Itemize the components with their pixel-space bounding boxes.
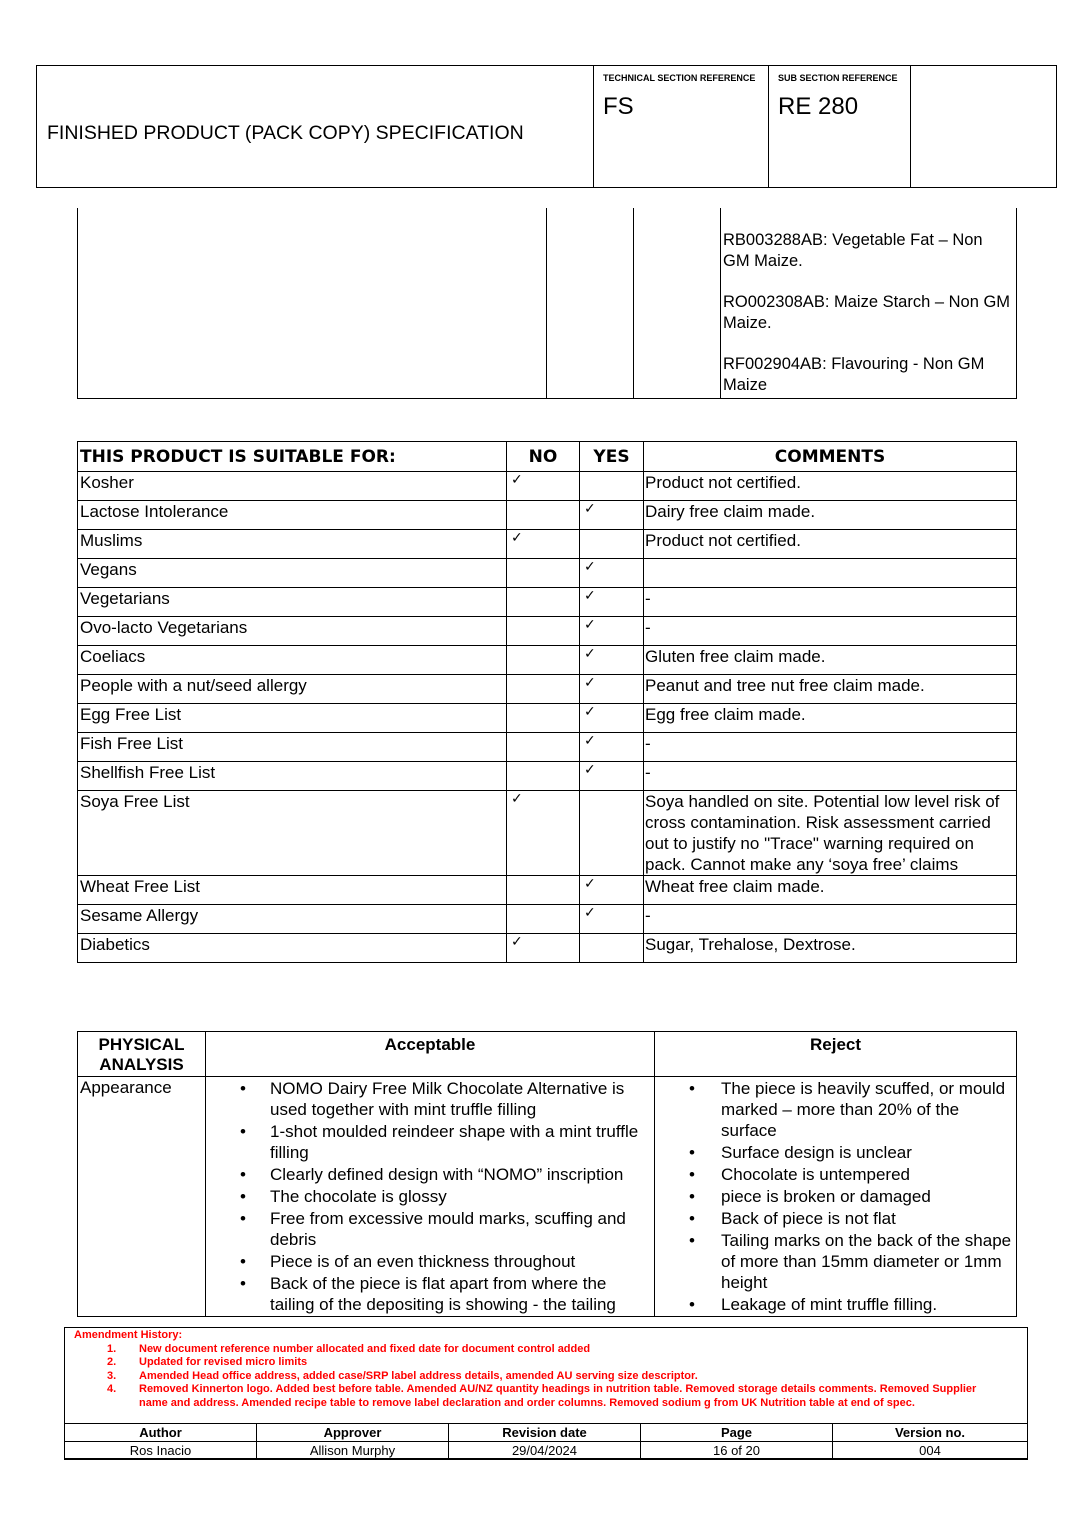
yes-cell <box>580 646 644 675</box>
suitability-label: Fish Free List <box>78 733 507 762</box>
document-title: FINISHED PRODUCT (PACK COPY) SPECIFICATION <box>37 66 594 188</box>
approver-header: Approver <box>257 1424 449 1442</box>
checkmark-icon: ✓ <box>511 933 523 949</box>
acceptable-criterion: • Clearly defined design with “NOMO” inscription <box>206 1164 654 1185</box>
reject-criteria <box>655 1077 1017 1317</box>
yes-cell <box>580 588 644 617</box>
suitability-row <box>78 559 1017 588</box>
amendment-text: Removed Kinnerton logo. Added best before table. Amended AU/NZ quantity headings in nutrition table. Removed storage details comments. Removed Supplier name and address. Amended recipe table to remove label declaration and order columns. Removed sodium g from UK Nutrition table at end of spec. <box>139 1383 977 1409</box>
suitability-comment: Peanut and tree nut free claim made. <box>644 675 1017 704</box>
amendment-item <box>74 1383 1027 1410</box>
version-header: Version no. <box>833 1424 1028 1442</box>
reject-criterion: • Back of piece is not flat <box>655 1208 1016 1229</box>
sub-section-label: SUB SECTION REFERENCE <box>778 73 898 83</box>
suitability-row <box>78 617 1017 646</box>
appearance-row <box>78 1077 1017 1317</box>
page-value: 16 of 20 <box>641 1442 833 1460</box>
yes-cell <box>580 791 644 876</box>
author-header: Author <box>65 1424 257 1442</box>
suitability-comment: Dairy free claim made. <box>644 501 1017 530</box>
checkmark-icon: ✓ <box>584 732 596 748</box>
suitability-label: People with a nut/seed allergy <box>78 675 507 704</box>
suitability-row <box>78 588 1017 617</box>
acceptable-criterion: • NOMO Dairy Free Milk Chocolate Alternative is used together with mint truffle filling <box>206 1078 654 1120</box>
document-control-table <box>64 1423 1028 1460</box>
suitability-row <box>78 675 1017 704</box>
checkmark-icon: ✓ <box>584 674 596 690</box>
amendment-number: 1. <box>107 1342 117 1355</box>
revision-date-header: Revision date <box>449 1424 641 1442</box>
reject-criterion: • The piece is heavily scuffed, or mould marked – more than 20% of the surface <box>655 1078 1016 1141</box>
no-cell <box>507 934 580 963</box>
suitability-label: Shellfish Free List <box>78 762 507 791</box>
acceptable-list <box>206 1078 654 1315</box>
no-cell <box>507 559 580 588</box>
suitability-label: Soya Free List <box>78 791 507 876</box>
checkmark-icon: ✓ <box>584 761 596 777</box>
suitability-comment: Egg free claim made. <box>644 704 1017 733</box>
ingredient-continuation-table <box>77 208 1017 399</box>
suitability-comment: Gluten free claim made. <box>644 646 1017 675</box>
checkmark-icon: ✓ <box>584 587 596 603</box>
continuation-notes <box>721 208 1017 399</box>
sub-section-value: RE 280 <box>778 93 859 120</box>
checkmark-icon: ✓ <box>511 471 523 487</box>
suitability-row <box>78 530 1017 559</box>
suitability-row <box>78 762 1017 791</box>
continuation-note: RO002308AB: Maize Starch – Non GM Maize. <box>723 293 1011 332</box>
suitability-row <box>78 905 1017 934</box>
suitability-comment: - <box>644 617 1017 646</box>
technical-section-value: FS <box>603 93 634 120</box>
suitability-label: Wheat Free List <box>78 876 507 905</box>
suitability-comment: Wheat free claim made. <box>644 876 1017 905</box>
checkmark-icon: ✓ <box>584 558 596 574</box>
checkmark-icon: ✓ <box>584 645 596 661</box>
amendment-text: New document reference number allocated and fixed date for document control added <box>139 1342 591 1355</box>
amendment-item <box>74 1356 1027 1370</box>
suitability-comment: - <box>644 733 1017 762</box>
yes-cell <box>580 617 644 646</box>
no-cell <box>507 617 580 646</box>
suitability-comment: - <box>644 762 1017 791</box>
yes-cell <box>580 762 644 791</box>
suitability-comment: - <box>644 905 1017 934</box>
no-cell <box>507 704 580 733</box>
continuation-note: RB003288AB: Vegetable Fat – Non GM Maize. <box>723 231 983 270</box>
technical-section-reference <box>594 66 769 188</box>
acceptable-criterion: • The chocolate is glossy <box>206 1186 654 1207</box>
acceptable-criterion: • Back of the piece is flat apart from where the tailing of the depositing is showing - the tailing <box>206 1273 654 1315</box>
suitability-label: Kosher <box>78 472 507 501</box>
continuation-blank-cell <box>634 208 721 399</box>
acceptable-criterion: • Free from excessive mould marks, scuffing and debris <box>206 1208 654 1250</box>
no-header: NO <box>507 442 580 472</box>
checkmark-icon: ✓ <box>584 703 596 719</box>
page-header: Page <box>641 1424 833 1442</box>
physical-analysis-header: PHYSICAL ANALYSIS <box>78 1032 206 1077</box>
yes-cell <box>580 934 644 963</box>
amendment-history-title: Amendment History: <box>74 1329 183 1341</box>
no-cell <box>507 588 580 617</box>
physical-analysis-table <box>77 1031 1017 1317</box>
suitability-label: Sesame Allergy <box>78 905 507 934</box>
amendment-number: 3. <box>107 1369 117 1382</box>
reject-criterion: • Chocolate is untempered <box>655 1164 1016 1185</box>
amendment-text: Updated for revised micro limits <box>139 1356 308 1368</box>
continuation-blank-cell <box>547 208 634 399</box>
acceptable-criterion: • 1-shot moulded reindeer shape with a mint truffle filling <box>206 1121 654 1163</box>
document-control-header-row <box>65 1424 1028 1442</box>
yes-cell <box>580 559 644 588</box>
no-cell <box>507 905 580 934</box>
suitability-label: Vegetarians <box>78 588 507 617</box>
suitability-comment: Soya handled on site. Potential low level risk of cross contamination. Risk assessment carried out to justify no "Trace" warning required on pack. Cannot make any ‘soya free’ claims <box>644 791 1017 876</box>
checkmark-icon: ✓ <box>584 616 596 632</box>
suitability-label: Ovo-lacto Vegetarians <box>78 617 507 646</box>
suitability-row <box>78 876 1017 905</box>
no-cell <box>507 675 580 704</box>
yes-cell <box>580 876 644 905</box>
no-cell <box>507 530 580 559</box>
acceptable-criterion: • Piece is of an even thickness throughout <box>206 1251 654 1272</box>
reject-list <box>655 1078 1016 1315</box>
suitability-label: Vegans <box>78 559 507 588</box>
amendment-number: 4. <box>107 1383 117 1395</box>
no-cell <box>507 501 580 530</box>
document-header <box>36 65 1057 188</box>
no-cell <box>507 876 580 905</box>
suitability-label: Muslims <box>78 530 507 559</box>
yes-header: YES <box>580 442 644 472</box>
suitability-comment: Sugar, Trehalose, Dextrose. <box>644 934 1017 963</box>
amendment-item <box>74 1343 1027 1357</box>
author-value: Ros Inacio <box>65 1442 257 1460</box>
no-cell <box>507 733 580 762</box>
suitability-row <box>78 733 1017 762</box>
physical-header-row <box>78 1032 1017 1077</box>
reject-criterion: • piece is broken or damaged <box>655 1186 1016 1207</box>
suitability-row <box>78 791 1017 876</box>
yes-cell <box>580 733 644 762</box>
checkmark-icon: ✓ <box>511 790 523 806</box>
no-cell <box>507 762 580 791</box>
suitability-label: Coeliacs <box>78 646 507 675</box>
suitability-comment: Product not certified. <box>644 472 1017 501</box>
document-control-values-row <box>65 1442 1028 1460</box>
amendment-number: 2. <box>107 1356 117 1368</box>
suitability-header-row <box>78 442 1017 472</box>
amendment-list <box>74 1343 1027 1411</box>
document-footer <box>64 1327 1028 1459</box>
yes-cell <box>580 472 644 501</box>
yes-cell <box>580 530 644 559</box>
amendment-item <box>74 1370 1027 1384</box>
reject-criterion: • Surface design is unclear <box>655 1142 1016 1163</box>
suitable-for-header: THIS PRODUCT IS SUITABLE FOR: <box>78 442 507 472</box>
appearance-label: Appearance <box>78 1077 206 1317</box>
suitability-table <box>77 441 1017 963</box>
suitability-comment <box>644 559 1017 588</box>
yes-cell <box>580 905 644 934</box>
no-cell <box>507 791 580 876</box>
suitability-row <box>78 472 1017 501</box>
header-blank-cell <box>911 66 1057 188</box>
reject-header: Reject <box>655 1032 1017 1077</box>
continuation-note: RF002904AB: Flavouring - Non GM Maize <box>723 355 985 394</box>
suitability-label: Egg Free List <box>78 704 507 733</box>
yes-cell <box>580 501 644 530</box>
reject-criterion: • Leakage of mint truffle filling. <box>655 1294 1016 1315</box>
no-cell <box>507 472 580 501</box>
suitability-row <box>78 934 1017 963</box>
reject-criterion: • Tailing marks on the back of the shape of more than 15mm diameter or 1mm height <box>655 1230 1016 1293</box>
acceptable-criteria <box>206 1077 655 1317</box>
comments-header: COMMENTS <box>644 442 1017 472</box>
suitability-label: Lactose Intolerance <box>78 501 507 530</box>
suitability-comment: - <box>644 588 1017 617</box>
checkmark-icon: ✓ <box>584 904 596 920</box>
sub-section-reference <box>769 66 911 188</box>
suitability-comment: Product not certified. <box>644 530 1017 559</box>
checkmark-icon: ✓ <box>511 529 523 545</box>
no-cell <box>507 646 580 675</box>
suitability-row <box>78 646 1017 675</box>
amendment-text: Amended Head office address, added case/SRP label address details, amended AU serving size descriptor. <box>139 1369 698 1382</box>
suitability-row <box>78 704 1017 733</box>
yes-cell <box>580 704 644 733</box>
suitability-row <box>78 501 1017 530</box>
version-value: 004 <box>833 1442 1028 1460</box>
revision-date-value: 29/04/2024 <box>449 1442 641 1460</box>
continuation-blank-cell <box>78 208 547 399</box>
amendment-history <box>65 1328 1027 1410</box>
suitability-label: Diabetics <box>78 934 507 963</box>
approver-value: Allison Murphy <box>257 1442 449 1460</box>
technical-section-label: TECHNICAL SECTION REFERENCE <box>603 73 756 83</box>
acceptable-header: Acceptable <box>206 1032 655 1077</box>
checkmark-icon: ✓ <box>584 500 596 516</box>
yes-cell <box>580 675 644 704</box>
checkmark-icon: ✓ <box>584 875 596 891</box>
